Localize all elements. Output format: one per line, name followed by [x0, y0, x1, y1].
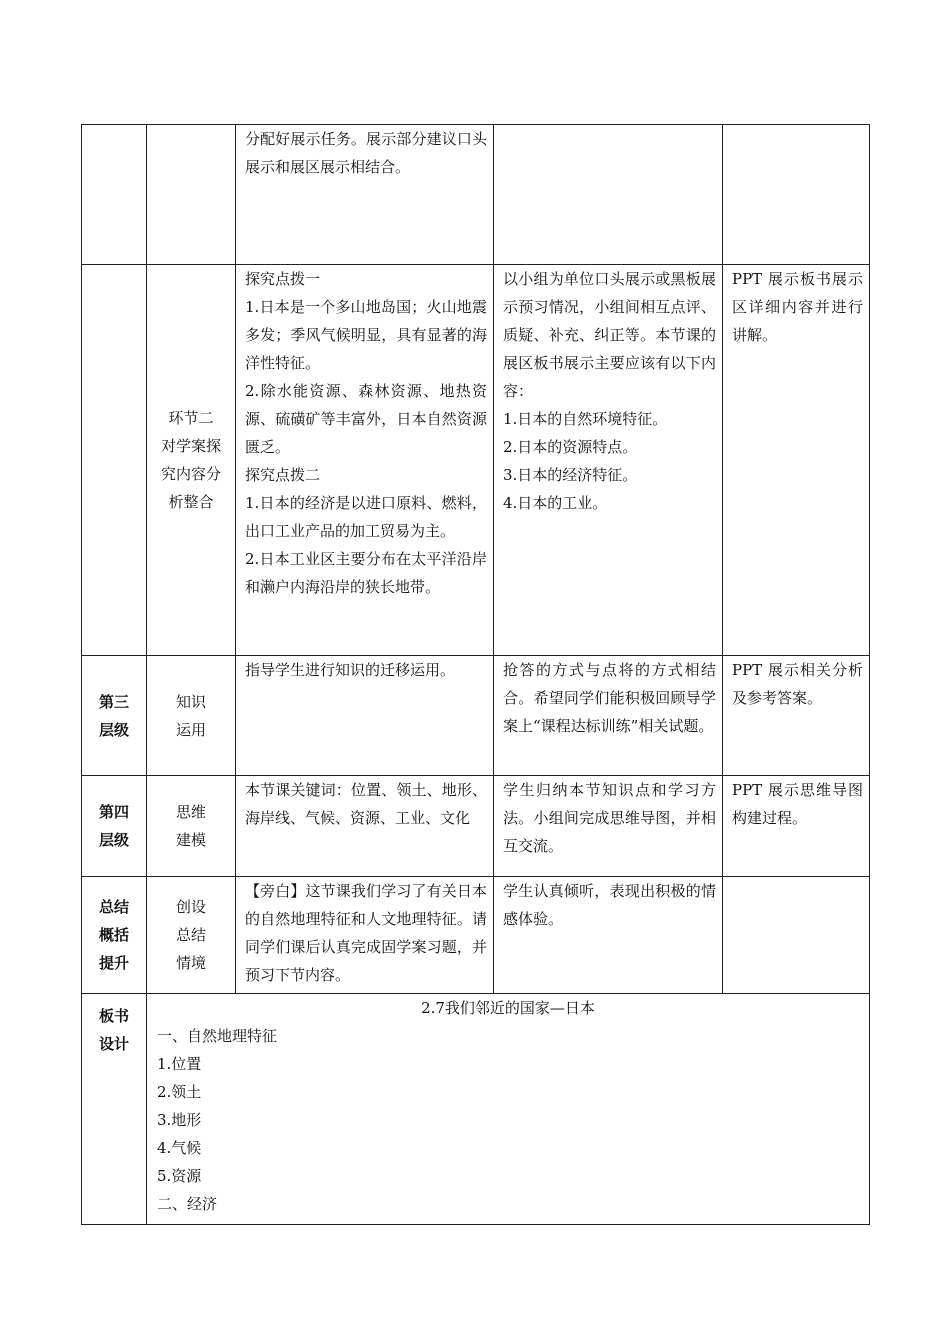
stage-line: 环节二: [168, 409, 214, 427]
level-line: 设计: [98, 1035, 129, 1053]
level-line: 层级: [98, 831, 129, 849]
student-activity-cell: [494, 125, 723, 265]
text-line: 探究点拨二: [245, 466, 321, 484]
student-activity-cell: [494, 656, 723, 776]
text-line: PPT 展示相关分析及参考答案。: [732, 661, 863, 707]
stage-line: 知识: [175, 692, 206, 711]
board-design-cell: [147, 994, 870, 1225]
stage-line: 总结: [175, 926, 206, 944]
board-line: 5.资源: [157, 1167, 202, 1185]
stage-line: 创设: [175, 898, 206, 916]
board-line: 4.气候: [157, 1139, 202, 1157]
teacher-activity-cell: [236, 125, 494, 265]
table-row-stage2: [82, 265, 870, 656]
table-row-level4: [82, 776, 870, 877]
text-line: 1.日本的经济是以进口原料、燃料，出口工业产品的加工贸易为主。: [245, 494, 487, 540]
table-row-level3: [82, 656, 870, 776]
text-line: PPT 展示板书展示区详细内容并进行讲解。: [732, 270, 863, 344]
lesson-plan-table: [81, 124, 870, 1225]
stage-line: 析整合: [168, 493, 214, 511]
level-cell: [82, 265, 147, 656]
stage-line: 运用: [175, 720, 206, 739]
stage-line: 建模: [175, 831, 206, 849]
text-line: 3.日本的经济特征。: [503, 466, 638, 484]
teacher-activity-cell: [236, 877, 494, 994]
board-line: 2.领土: [157, 1083, 202, 1101]
text-line: 1.日本的自然环境特征。: [503, 410, 668, 428]
media-cell: [723, 877, 870, 994]
text-line: 指导学生进行知识的迁移运用。: [245, 661, 456, 679]
text-line: 2.日本的资源特点。: [503, 438, 638, 456]
board-line: 3.地形: [157, 1111, 202, 1129]
stage-cell: [147, 776, 236, 877]
level-line: 第三: [98, 692, 129, 711]
level-cell: [82, 877, 147, 994]
student-activity-cell: [494, 877, 723, 994]
student-activity-cell: [494, 776, 723, 877]
board-line: 1.位置: [157, 1055, 202, 1073]
table-row-board-design: [82, 994, 870, 1225]
stage-line: 情境: [175, 954, 206, 972]
teacher-activity-cell: [236, 776, 494, 877]
stage-cell: [147, 265, 236, 656]
text-line: 以小组为单位口头展示或黑板展示预习情况，小组间相互点评、质疑、补充、纠正等。本节课的展区板书展示主要应该有以下内容：: [503, 270, 716, 400]
board-title: 2.7我们邻近的国家—日本: [421, 999, 595, 1017]
table-row-summary: [82, 877, 870, 994]
stage-line: 思维: [175, 803, 206, 821]
media-cell: [723, 125, 870, 265]
stage-cell: [147, 877, 236, 994]
text-line: 分配好展示任务。展示部分建议口头展示和展区展示相结合。: [245, 130, 487, 176]
media-cell: [723, 265, 870, 656]
text-line: 2.除水能资源、森林资源、地热资源、硫磺矿等丰富外，日本自然资源匮乏。: [245, 382, 487, 456]
text-line: 本节课关键词：位置、领土、地形、海岸线、气候、资源、工业、文化: [245, 781, 487, 827]
text-line: 2.日本工业区主要分布在太平洋沿岸和濑户内海沿岸的狭长地带。: [245, 550, 487, 596]
teacher-activity-cell: [236, 265, 494, 656]
student-activity-cell: [494, 265, 723, 656]
teacher-activity-cell: [236, 656, 494, 776]
level-cell: [82, 656, 147, 776]
text-line: 学生归纳本节知识点和学习方法。小组间完成思维导图，并相互交流。: [503, 781, 716, 855]
stage-line: 究内容分: [160, 465, 221, 483]
text-line: 【旁白】这节课我们学习了有关日本的自然地理特征和人文地理特征。请同学们课后认真完成固学案习题，并预习下节内容。: [245, 882, 487, 984]
text-line: 1.日本是一个多山地岛国；火山地震多发；季风气候明显，具有显著的海洋性特征。: [245, 298, 487, 372]
level-line: 板书: [98, 1007, 129, 1025]
text-line: 4.日本的工业。: [503, 494, 608, 512]
text-line: 学生认真倾听，表现出积极的情感体验。: [503, 882, 716, 928]
stage-line: 对学案探: [160, 437, 221, 455]
media-cell: [723, 776, 870, 877]
table-row-continued: [82, 125, 870, 265]
level-line: 概括: [98, 926, 129, 944]
text-line: 抢答的方式与点将的方式相结合。希望同学们能积极回顾导学案上“课程达标训练”相关试题。: [503, 661, 716, 735]
board-line: 二、经济: [157, 1195, 218, 1213]
stage-cell: [147, 656, 236, 776]
level-cell: [82, 776, 147, 877]
stage-cell: [147, 125, 236, 265]
level-line: 第四: [98, 803, 129, 821]
level-cell: [82, 994, 147, 1225]
level-line: 层级: [98, 720, 129, 739]
level-line: 总结: [98, 898, 129, 916]
text-line: 探究点拨一: [245, 270, 321, 288]
board-line: 一、自然地理特征: [157, 1027, 278, 1045]
level-line: 提升: [98, 954, 129, 972]
level-cell: [82, 125, 147, 265]
text-line: PPT 展示思维导图构建过程。: [732, 781, 863, 827]
media-cell: [723, 656, 870, 776]
